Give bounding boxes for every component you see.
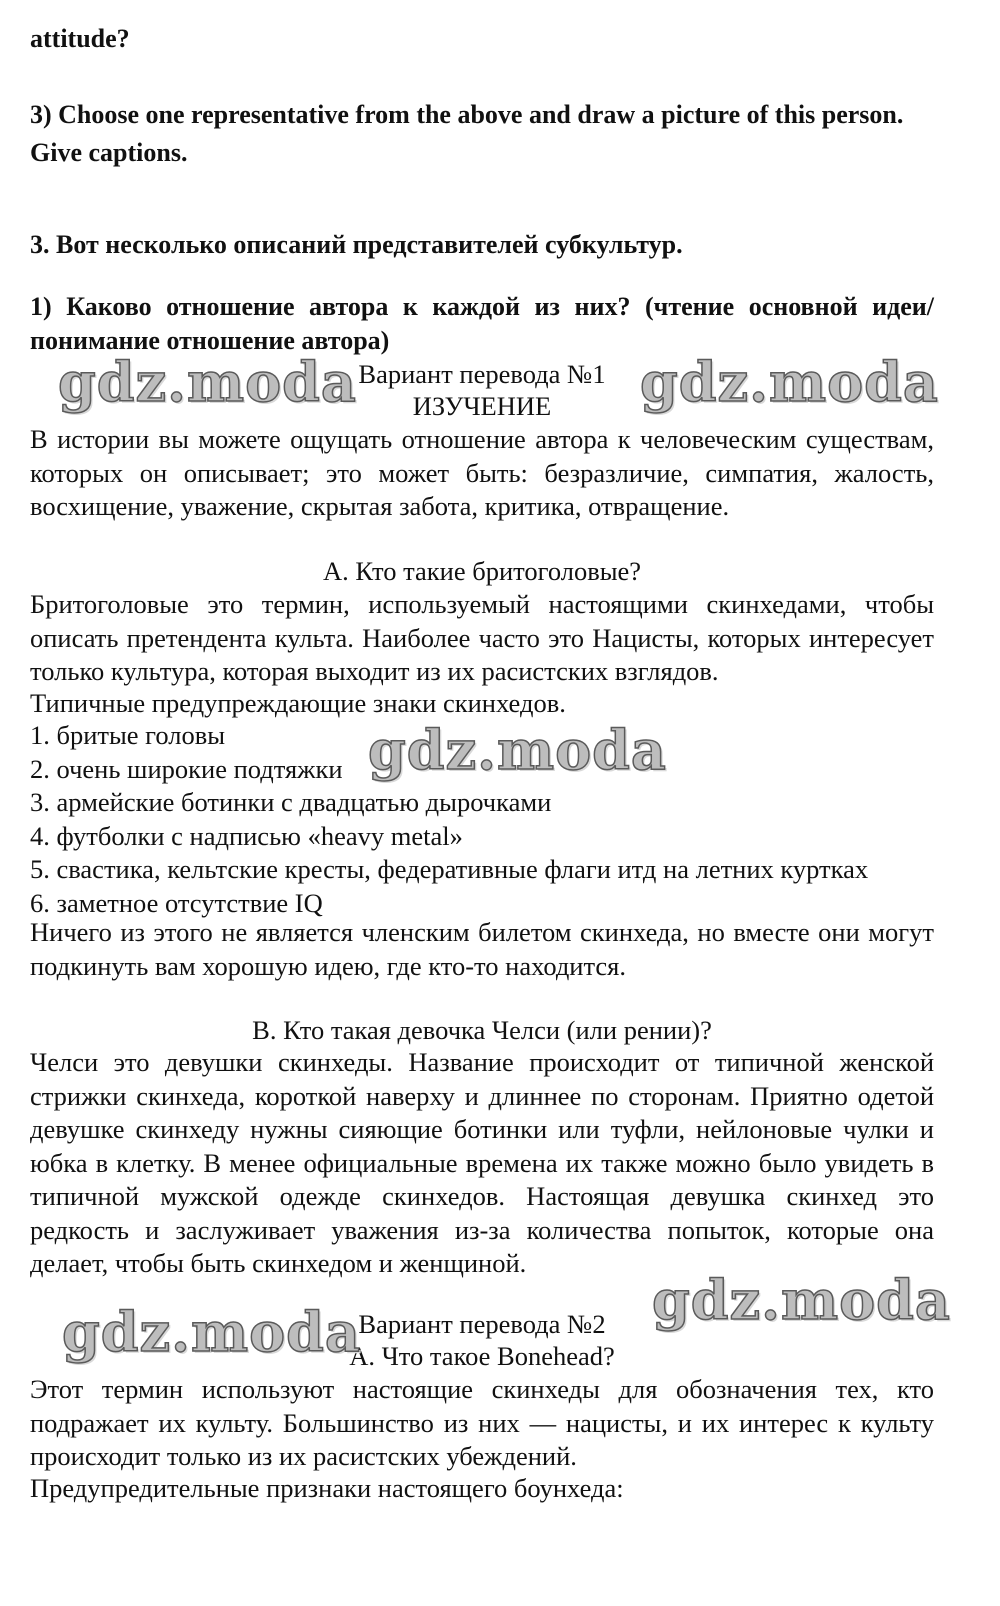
variant-2-section-a-text: Этот термин используют настоящие скинхеды для обозначения тех, кто подражает их культу. Большинство из них — нацисты, и их интерес к культу происходит только из их расистских убеждений. <box>30 1374 934 1471</box>
variant-2-signs-heading: Предупредительные признаки настоящего боунхеда: <box>30 1473 624 1503</box>
section-b-heading: В. Кто такая девочка Челси (или рении)? <box>252 1015 712 1045</box>
signs-note: Ничего из этого не является членским билетом скинхеда, но вместе они могут подкинуть вам хорошую идею, где кто-то находится. <box>30 917 934 981</box>
section-a-text: Бритоголовые это термин, используемый настоящими скинхедами, чтобы описать претендента культа. Наиболее часто это Нацисты, которых интересует только культура, которая выходит из их расистских взглядов. <box>30 589 934 686</box>
list-item: 5. свастика, кельтские кресты, федеративные флаги итд на летних куртках <box>30 854 869 884</box>
variant-2-title: Вариант перевода №2 <box>358 1309 606 1339</box>
list-item: 2. очень широкие подтяжки <box>30 753 343 784</box>
section-3-heading: 3. Вот несколько описаний представителей субкультур. <box>30 230 683 259</box>
watermark-logo: gdz.moda <box>62 1300 361 1364</box>
variant-2-section-a-heading: А. Что такое Bonehead? <box>349 1341 615 1371</box>
section-b-text: Челси это девушки скинхеды. Название происходит от типичной женской стрижки скинхеда, короткой наверху и длиннее по сторонам. Приятно одетой девушке скинхеду нужны сияющие ботинки или туфли, нейлоновые чулки и юбка в клетку. В менее официальные времена их также можно было увидеть в типичной мужской одежде скинхедов. Настоящая девушка скинхед это редкость и заслуживает уважения из-за количества попыток, которые она делает, чтобы быть скинхедом и женщиной. <box>30 1047 934 1278</box>
watermark-logo: gdz.moda <box>652 1268 951 1332</box>
signs-heading: Типичные предупреждающие знаки скинхедов. <box>30 688 566 718</box>
section-a-heading: А. Кто такие бритоголовые? <box>322 556 642 586</box>
list-item: 1. бритые головы <box>30 720 226 750</box>
list-item: 6. заметное отсутствие IQ <box>30 887 323 918</box>
question-1-russian: 1) Каково отношение автора к каждой из них? (чтение основной идеи/понимание отношение автора) <box>30 292 934 355</box>
variant-1-title: Вариант перевода №1 <box>358 359 606 389</box>
list-item: 3. армейские ботинки с двадцатью дырочками <box>30 787 552 817</box>
watermark-logo: gdz.moda <box>368 718 667 782</box>
top-line-attitude: attitude? <box>30 24 130 53</box>
question-3-english: 3) Choose one representative from the above and draw a picture of this person. Give captions. <box>30 100 904 167</box>
watermark-logo: gdz.moda <box>58 350 357 414</box>
variant-1-intro: В истории вы можете ощущать отношение автора к человеческим существам, которых он описывает; это может быть: безразличие, симпатия, жалость, восхищение, уважение, скрытая забота, критика, отвращение. <box>30 424 934 521</box>
watermark-logo: gdz.moda <box>640 350 939 414</box>
list-item: 4. футболки с надписью «heavy metal» <box>30 820 463 851</box>
variant-1-subtitle: ИЗУЧЕНИЕ <box>412 391 552 421</box>
